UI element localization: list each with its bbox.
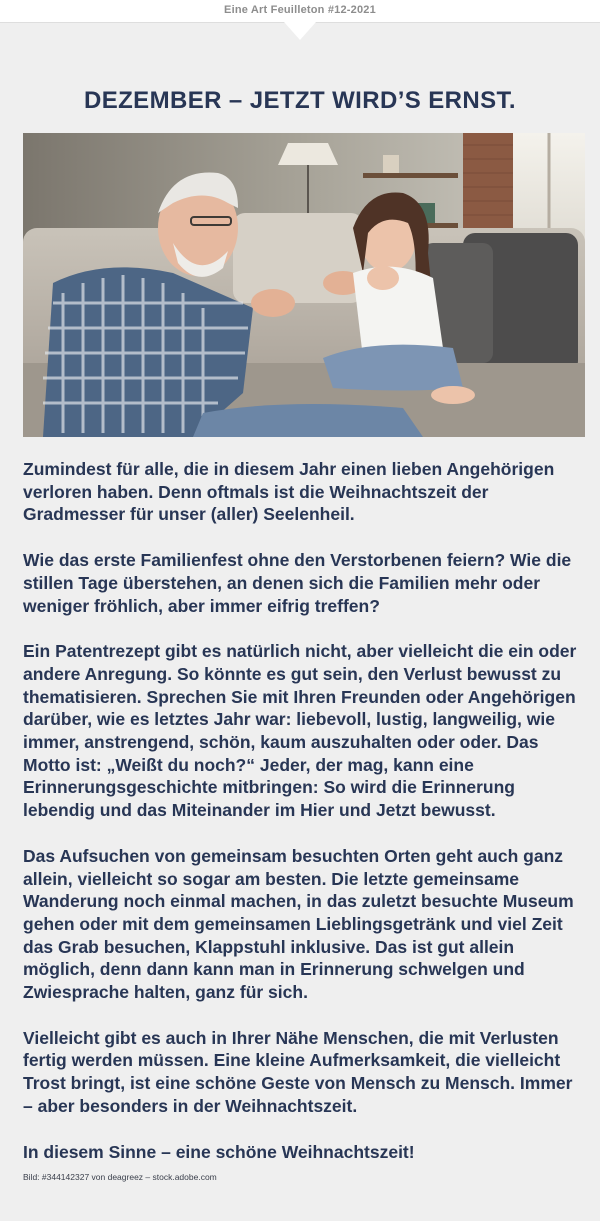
article-paragraph-4: Das Aufsuchen von gemeinsam besuchten Orten geht auch ganz allein, vielleicht so sogar am besten. Die letzte gemeinsame Wanderung noch einmal machen, in das zuletzt besuchte Museum gehen oder mit dem gemeinsamen Lieblingsgetränk und viel Zeit das Grab besuchen, Klappstuhl inklusive. Das ist gut allein möglich, denn dann kann man in Erinnerung schwelgen und Zwiesprache halten, ganz für sich. (23, 845, 574, 1003)
series-title: Eine Art Feuilleton #12-2021 (224, 4, 376, 16)
header-notch-decoration (284, 22, 316, 40)
hero-image (23, 133, 585, 437)
article-headline: DEZEMBER – JETZT WIRD’S ERNST. (83, 87, 517, 114)
article-paragraph-1: Zumindest für alle, die in diesem Jahr einen lieben Angehörigen verloren haben. Denn oftmals ist die Weihnachtszeit der Gradmesser für unser (aller) Seelenheil. (23, 459, 555, 525)
image-credit: Bild: #344142327 von deagreez – stock.adobe.com (23, 1172, 217, 1182)
hero-photo-illustration (23, 133, 585, 437)
article-body (23, 458, 583, 1186)
newsletter-header-bar (0, 0, 600, 23)
article-paragraph-3: Ein Patentrezept gibt es natürlich nicht, aber vielleicht die ein oder andere Anregung. So könnte es gut sein, den Verlust bewusst zu thematisieren. Sprechen Sie mit Ihren Freunden oder Angehörigen darüber, wie es letztes Jahr war: liebevoll, lustig, langweilig, wie immer, anstrengend, schön, kaum auszuhalten oder oder. Das Motto ist: „Weißt du noch?“ Jeder, der mag, kann eine Erinnerungsgeschichte mitbringen: So wird die Erinnerung lebendig und das Miteinander im Hier und Jetzt bewusst. (23, 641, 577, 821)
article-closing-line: In diesem Sinne – eine schöne Weihnachtszeit! (23, 1141, 415, 1162)
article-paragraph-5: Vielleicht gibt es auch in Ihrer Nähe Menschen, die mit Verlusten fertig werden müssen. Eine kleine Aufmerksamkeit, die vielleicht Trost bringt, ist eine schöne Geste von Mensch zu Mensch. Immer – aber besonders in der Weihnachtszeit. (23, 1027, 573, 1116)
article-paragraph-2: Wie das erste Familienfest ohne den Verstorbenen feiern? Wie die stillen Tage überstehen, an denen sich die Familien mehr oder weniger fröhlich, aber immer eifrig treffen? (23, 550, 572, 616)
